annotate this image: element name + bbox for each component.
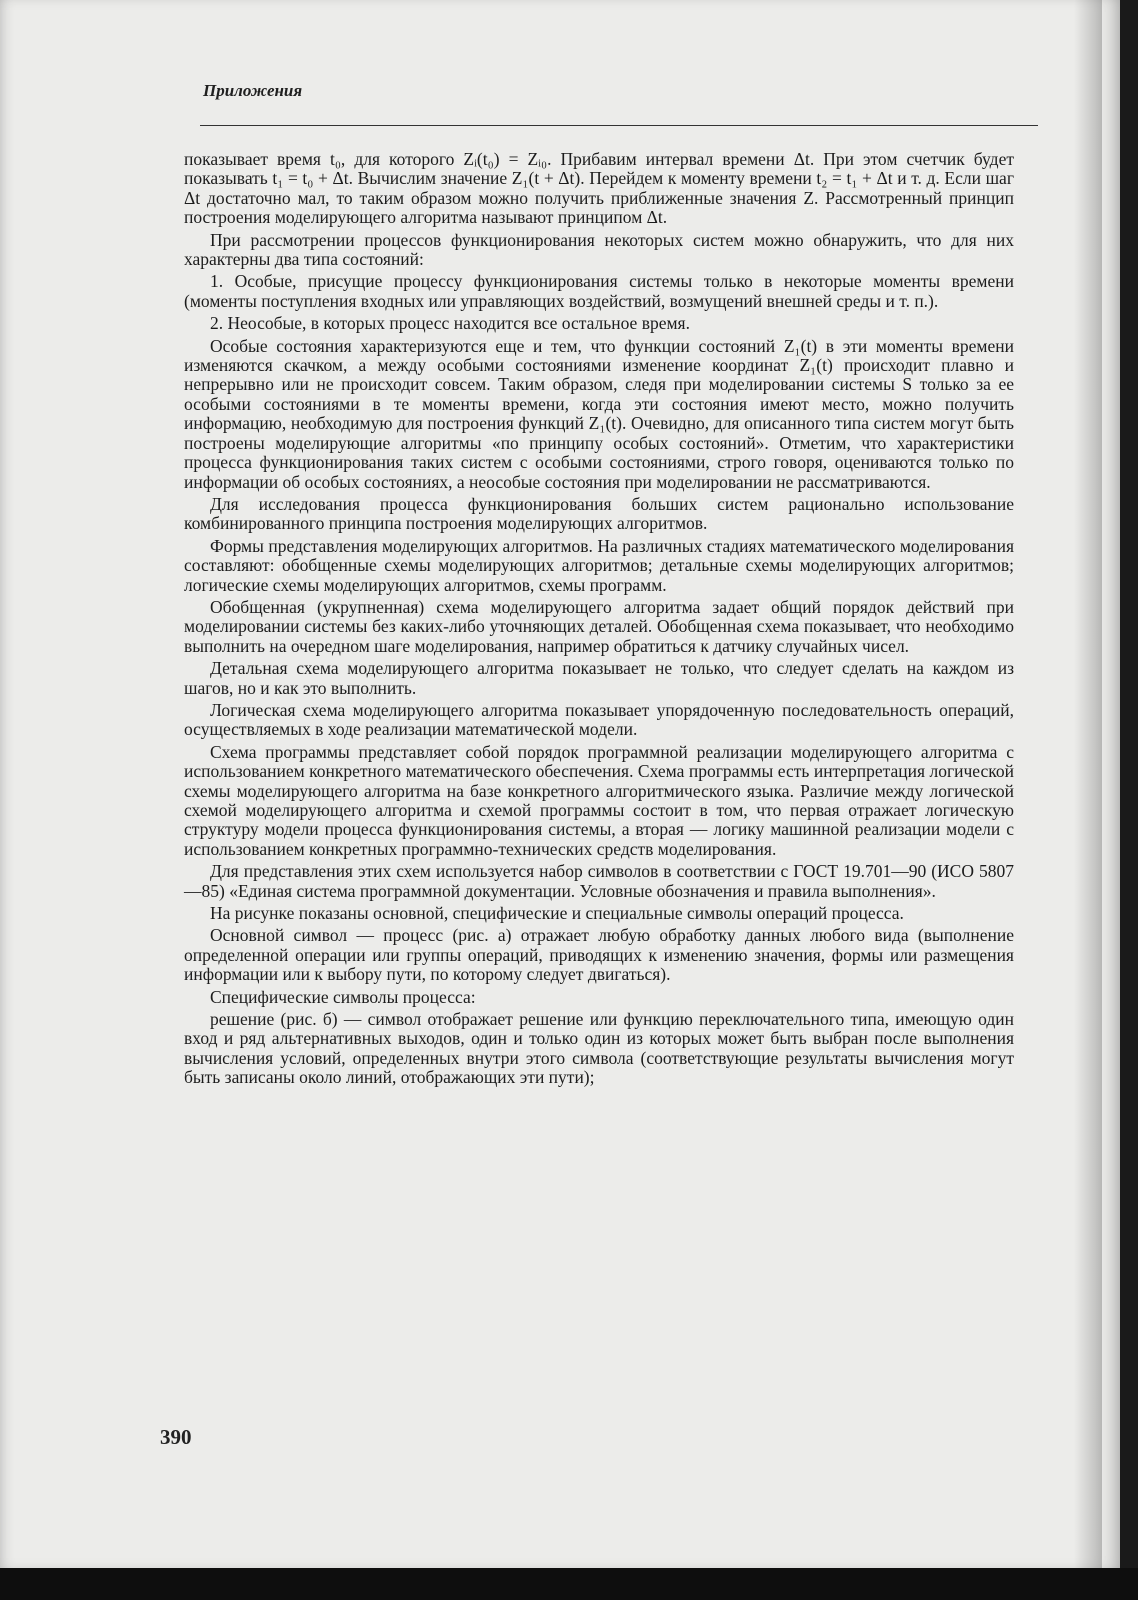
paragraph: Схема программы представляет собой порядок программной реализации моделирующего алгоритма с использованием конкретного математического обеспечения. Схема программы есть интерпретация логической схемы моделирующего алгоритма на базе конкретного алгоритмического языка. Различие между логической схемой моделирующего алгоритма и схемой программы состоит в том, что первая отражает логическую структуру модели процесса функционирования системы, а вторая — логику машинной реализации модели с использованием конкретных программно-технических средств моделирования.	[184, 741, 1014, 859]
paragraph: На рисунке показаны основной, специфические и специальные символы операций процесса.	[210, 903, 904, 924]
running-head: Приложения	[203, 81, 303, 100]
paragraph: решение (рис. б) — символ отображает решение или функцию переключательного типа, имеющую один вход и ряд альтернативных выходов, один и только один из которых может быть выбран после выполнения вычисления условий, определенных внутри этого символа (соответствующие результаты вычисления могут быть записаны около линий, отображающих эти пути);	[184, 1009, 1014, 1088]
page-number: 390	[160, 1425, 192, 1449]
paragraph: Основной символ — процесс (рис. а) отражает любую обработку данных любого вида (выполнение определенной операции или группы операций, приводящих к изменению значения, формы или размещения информации или к выбору пути, по которому следует двигаться).	[184, 925, 1014, 985]
paragraph: При рассмотрении процессов функционирования некоторых систем можно обнаружить, что для них характерны два типа состояний:	[184, 229, 1014, 270]
scan-border	[0, 1568, 1138, 1600]
paragraph: Специфические символы процесса:	[210, 986, 476, 1007]
page-edge-shadow	[1074, 0, 1102, 1568]
paragraph: Особые состояния характеризуются еще и тем, что функции состояний Z₁(t) в эти моменты времени изменяются скачком, а между особыми состояниями изменение координат Z₁(t) происходит плавно и непрерывно или не происходит совсем. Таким образом, следя при моделировании системы S только за ее особыми состояниями в те моменты времени, когда эти состояния имеют место, можно получить информацию, необходимую для построения функций Z₁(t). Очевидно, для описанного типа систем могут быть построены моделирующие алгоритмы «по принципу особых состояний». Отметим, что характеристики процесса функционирования таких систем с особыми состояниями, строго говоря, оцениваются только по информации об особых состояниях, а неособые состояния при моделировании не рассматриваются.	[184, 335, 1014, 492]
paragraph: 2. Неособые, в которых процесс находится все остальное время.	[210, 313, 690, 334]
body-text	[184, 150, 1014, 1091]
paragraph: Для представления этих схем используется набор символов в соответствии с ГОСТ 19.701—90 (ИСО 5807—85) «Единая система программной документации. Условные обозначения и правила выполнения».	[184, 861, 1014, 901]
paragraph: Формы представления моделирующих алгоритмов. На различных стадиях математического моделирования составляют: обобщенные схемы моделирующих алгоритмов; детальные схемы моделирующих алгоритмов; логические схемы моделирующих алгоритмов, схемы программ.	[184, 535, 1014, 595]
paragraph: Обобщенная (укрупненная) схема моделирующего алгоритма задает общий порядок действий при моделировании системы без каких-либо уточняющих деталей. Обобщенная схема показывает, что необходимо выполнить на очередном шаге моделирования, например обратиться к датчику случайных чисел.	[184, 596, 1014, 656]
paragraph: 1. Особые, присущие процессу функционирования системы только в некоторые моменты времени (моменты поступления входных или управляющих воздействий, возмущений внешней среды и т. п.).	[184, 271, 1014, 311]
paragraph: Для исследования процесса функционирования больших систем рационально использование комбинированного принципа построения моделирующих алгоритмов.	[184, 493, 1014, 534]
header-rule	[200, 125, 1038, 126]
paragraph: Детальная схема моделирующего алгоритма показывает не только, что следует сделать на каждом из шагов, но и как это выполнить.	[184, 658, 1014, 698]
paragraph: Логическая схема моделирующего алгоритма показывает упорядоченную последовательность операций, осуществляемых в ходе реализации математической модели.	[184, 699, 1014, 740]
paragraph: показывает время t₀, для которого Zᵢ(t₀) = Zᵢ₀. Прибавим интервал времени Δt. При этом счетчик будет показывать t₁ = t₀ + Δt. Вычислим значение Z₁(t + Δt). Перейдем к моменту времени t₂ = t₁ + Δt и т. д. Если шаг Δt достаточно мал, то таким образом можно получить приближенные значения Z. Рассмотренный принцип построения моделирующего алгоритма называют принципом Δt.	[184, 149, 1014, 228]
